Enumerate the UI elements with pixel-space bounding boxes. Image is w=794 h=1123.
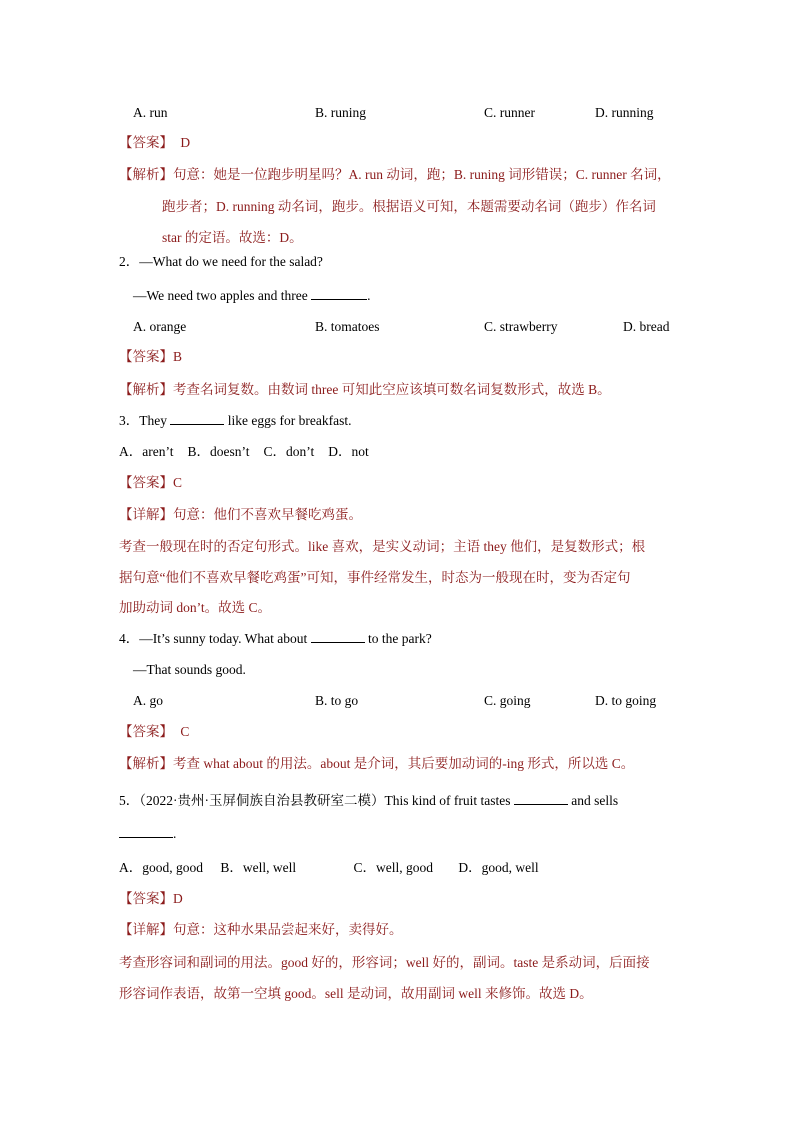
q4-stem-after: to the park? [367, 631, 432, 646]
q4-stem-before: —It’s sunny today. What about [139, 631, 308, 646]
q4-analysis: 考查 what about 的用法。about 是介词，其后要加动词的-ing 形式，所以选 C。 [173, 756, 635, 771]
q1-analysis-line-3: star 的定语。故选：D。 [162, 230, 303, 245]
q4-stem-line-1 [119, 630, 432, 648]
q4-analysis-label: 【解析】 [119, 756, 173, 771]
q5-option-d: D．good, well [458, 860, 539, 875]
q2-option-d: D. bread [623, 319, 670, 334]
q3-option-b: B．doesn’t [187, 444, 250, 459]
q1-answer: D [180, 135, 191, 150]
q3-option-d: D．not [328, 444, 369, 459]
q4-option-d: D. to going [595, 693, 657, 708]
q3-explain-line-2: 据句意“他们不喜欢早餐吃鸡蛋”可知，事件经常发生，时态为一般现在时，变为否定句 [119, 570, 631, 585]
q2-stem2-after: . [367, 288, 371, 303]
q1-analysis-text-1: 句意：她是一位跑步明星吗？A. run 动词，跑；B. runing 词形错误；C. runner 名词， [173, 167, 671, 182]
q2-answer-line [119, 348, 182, 366]
q1-option-b: B. runing [315, 105, 367, 120]
q3-option-a: A．aren’t [119, 444, 174, 459]
q2-analysis-label: 【解析】 [119, 382, 173, 397]
q5-option-c: C．well, good [353, 860, 433, 875]
q5-stem-line-1 [119, 792, 618, 810]
q3-stem-after: like eggs for breakfast. [227, 413, 352, 428]
q2-option-b: B. tomatoes [315, 319, 380, 334]
q5-explain-line-1: 考查形容词和副词的用法。good 好的，形容词；well 好的，副词。taste 是系动词，后面接 [119, 955, 650, 970]
q2-answer-label: 【答案】 [119, 349, 173, 364]
q2-stem2-before: —We need two apples and three [133, 288, 308, 303]
q2-option-c: C. strawberry [484, 319, 558, 334]
q1-answer-label: 【答案】 [119, 135, 173, 150]
q2-blank [311, 287, 367, 300]
q5-stem-line-2 [119, 825, 176, 843]
q1-option-d: D. running [595, 105, 654, 120]
q4-option-a: A. go [133, 693, 163, 708]
q1-option-c: C. runner [484, 105, 535, 120]
q3-stem-before: They [139, 413, 167, 428]
q5-stem-before: This kind of fruit tastes [384, 793, 511, 808]
q5-blank-2 [119, 825, 173, 838]
q2-stem-line-1 [119, 253, 323, 271]
q3-options-line [119, 443, 383, 461]
q2-analysis-line [119, 381, 611, 399]
q3-blank [170, 412, 224, 425]
q1-analysis-line-2: 跑步者；D. running 动名词，跑步。根据语义可知，本题需要动名词（跑步）作名词 [162, 199, 656, 214]
q4-answer: C [180, 724, 190, 739]
q3-detail-line [119, 506, 362, 524]
q3-explain-line-1: 考查一般现在时的否定句形式。like 喜欢，是实义动词；主语 they 他们，是复数形式；根 [119, 539, 646, 554]
q3-detail: 句意：他们不喜欢早餐吃鸡蛋。 [173, 507, 362, 522]
q4-answer-label: 【答案】 [119, 724, 173, 739]
q5-detail-label: 【详解】 [119, 922, 173, 937]
q4-number: 4． [119, 631, 140, 646]
q5-source: （2022·贵州·玉屏侗族自治县教研室二模） [139, 793, 385, 808]
q5-answer: D [173, 891, 183, 906]
q3-number: 3． [119, 413, 140, 428]
q3-stem-line [119, 412, 351, 430]
q5-detail: 句意：这种水果品尝起来好，卖得好。 [173, 922, 403, 937]
q5-answer-label: 【答案】 [119, 891, 173, 906]
q2-number: 2． [119, 254, 140, 269]
q5-stem-mid: and sells [571, 793, 619, 808]
q4-stem-line-2: —That sounds good. [133, 662, 246, 677]
q2-answer: B [173, 349, 183, 364]
q5-detail-line [119, 921, 403, 939]
q3-answer-line [119, 474, 182, 492]
q1-analysis-label: 【解析】 [119, 167, 173, 182]
q4-answer-line [119, 723, 189, 741]
q2-stem: —What do we need for the salad? [139, 254, 323, 269]
q4-analysis-line [119, 755, 634, 773]
q5-blank-1 [514, 792, 568, 805]
q2-option-a: A. orange [133, 319, 187, 334]
q5-number: 5． [119, 793, 140, 808]
q4-blank [311, 630, 365, 643]
q5-explain-line-2: 形容词作表语，故第一空填 good。sell 是动词，故用副词 well 来修饰。故选 D。 [119, 986, 593, 1001]
q5-option-b: B．well, well [220, 860, 297, 875]
q3-answer-label: 【答案】 [119, 475, 173, 490]
q3-option-c: C．don’t [263, 444, 315, 459]
q5-answer-line [119, 890, 183, 908]
q2-analysis: 考查名词复数。由数词 three 可知此空应该填可数名词复数形式，故选 B。 [173, 382, 611, 397]
q3-detail-label: 【详解】 [119, 507, 173, 522]
q1-answer-line [119, 134, 190, 152]
q1-analysis-line-1 [119, 166, 671, 184]
q4-option-b: B. to go [315, 693, 359, 708]
q1-option-a: A. run [133, 105, 168, 120]
q2-stem-line-2 [133, 287, 370, 305]
q4-option-c: C. going [484, 693, 531, 708]
q3-answer: C [173, 475, 183, 490]
q5-options-line [119, 859, 539, 877]
q3-explain-line-3: 加助动词 don’t。故选 C。 [119, 600, 272, 615]
q5-option-a: A．good, good [119, 860, 203, 875]
q5-stem-end: . [173, 826, 177, 841]
